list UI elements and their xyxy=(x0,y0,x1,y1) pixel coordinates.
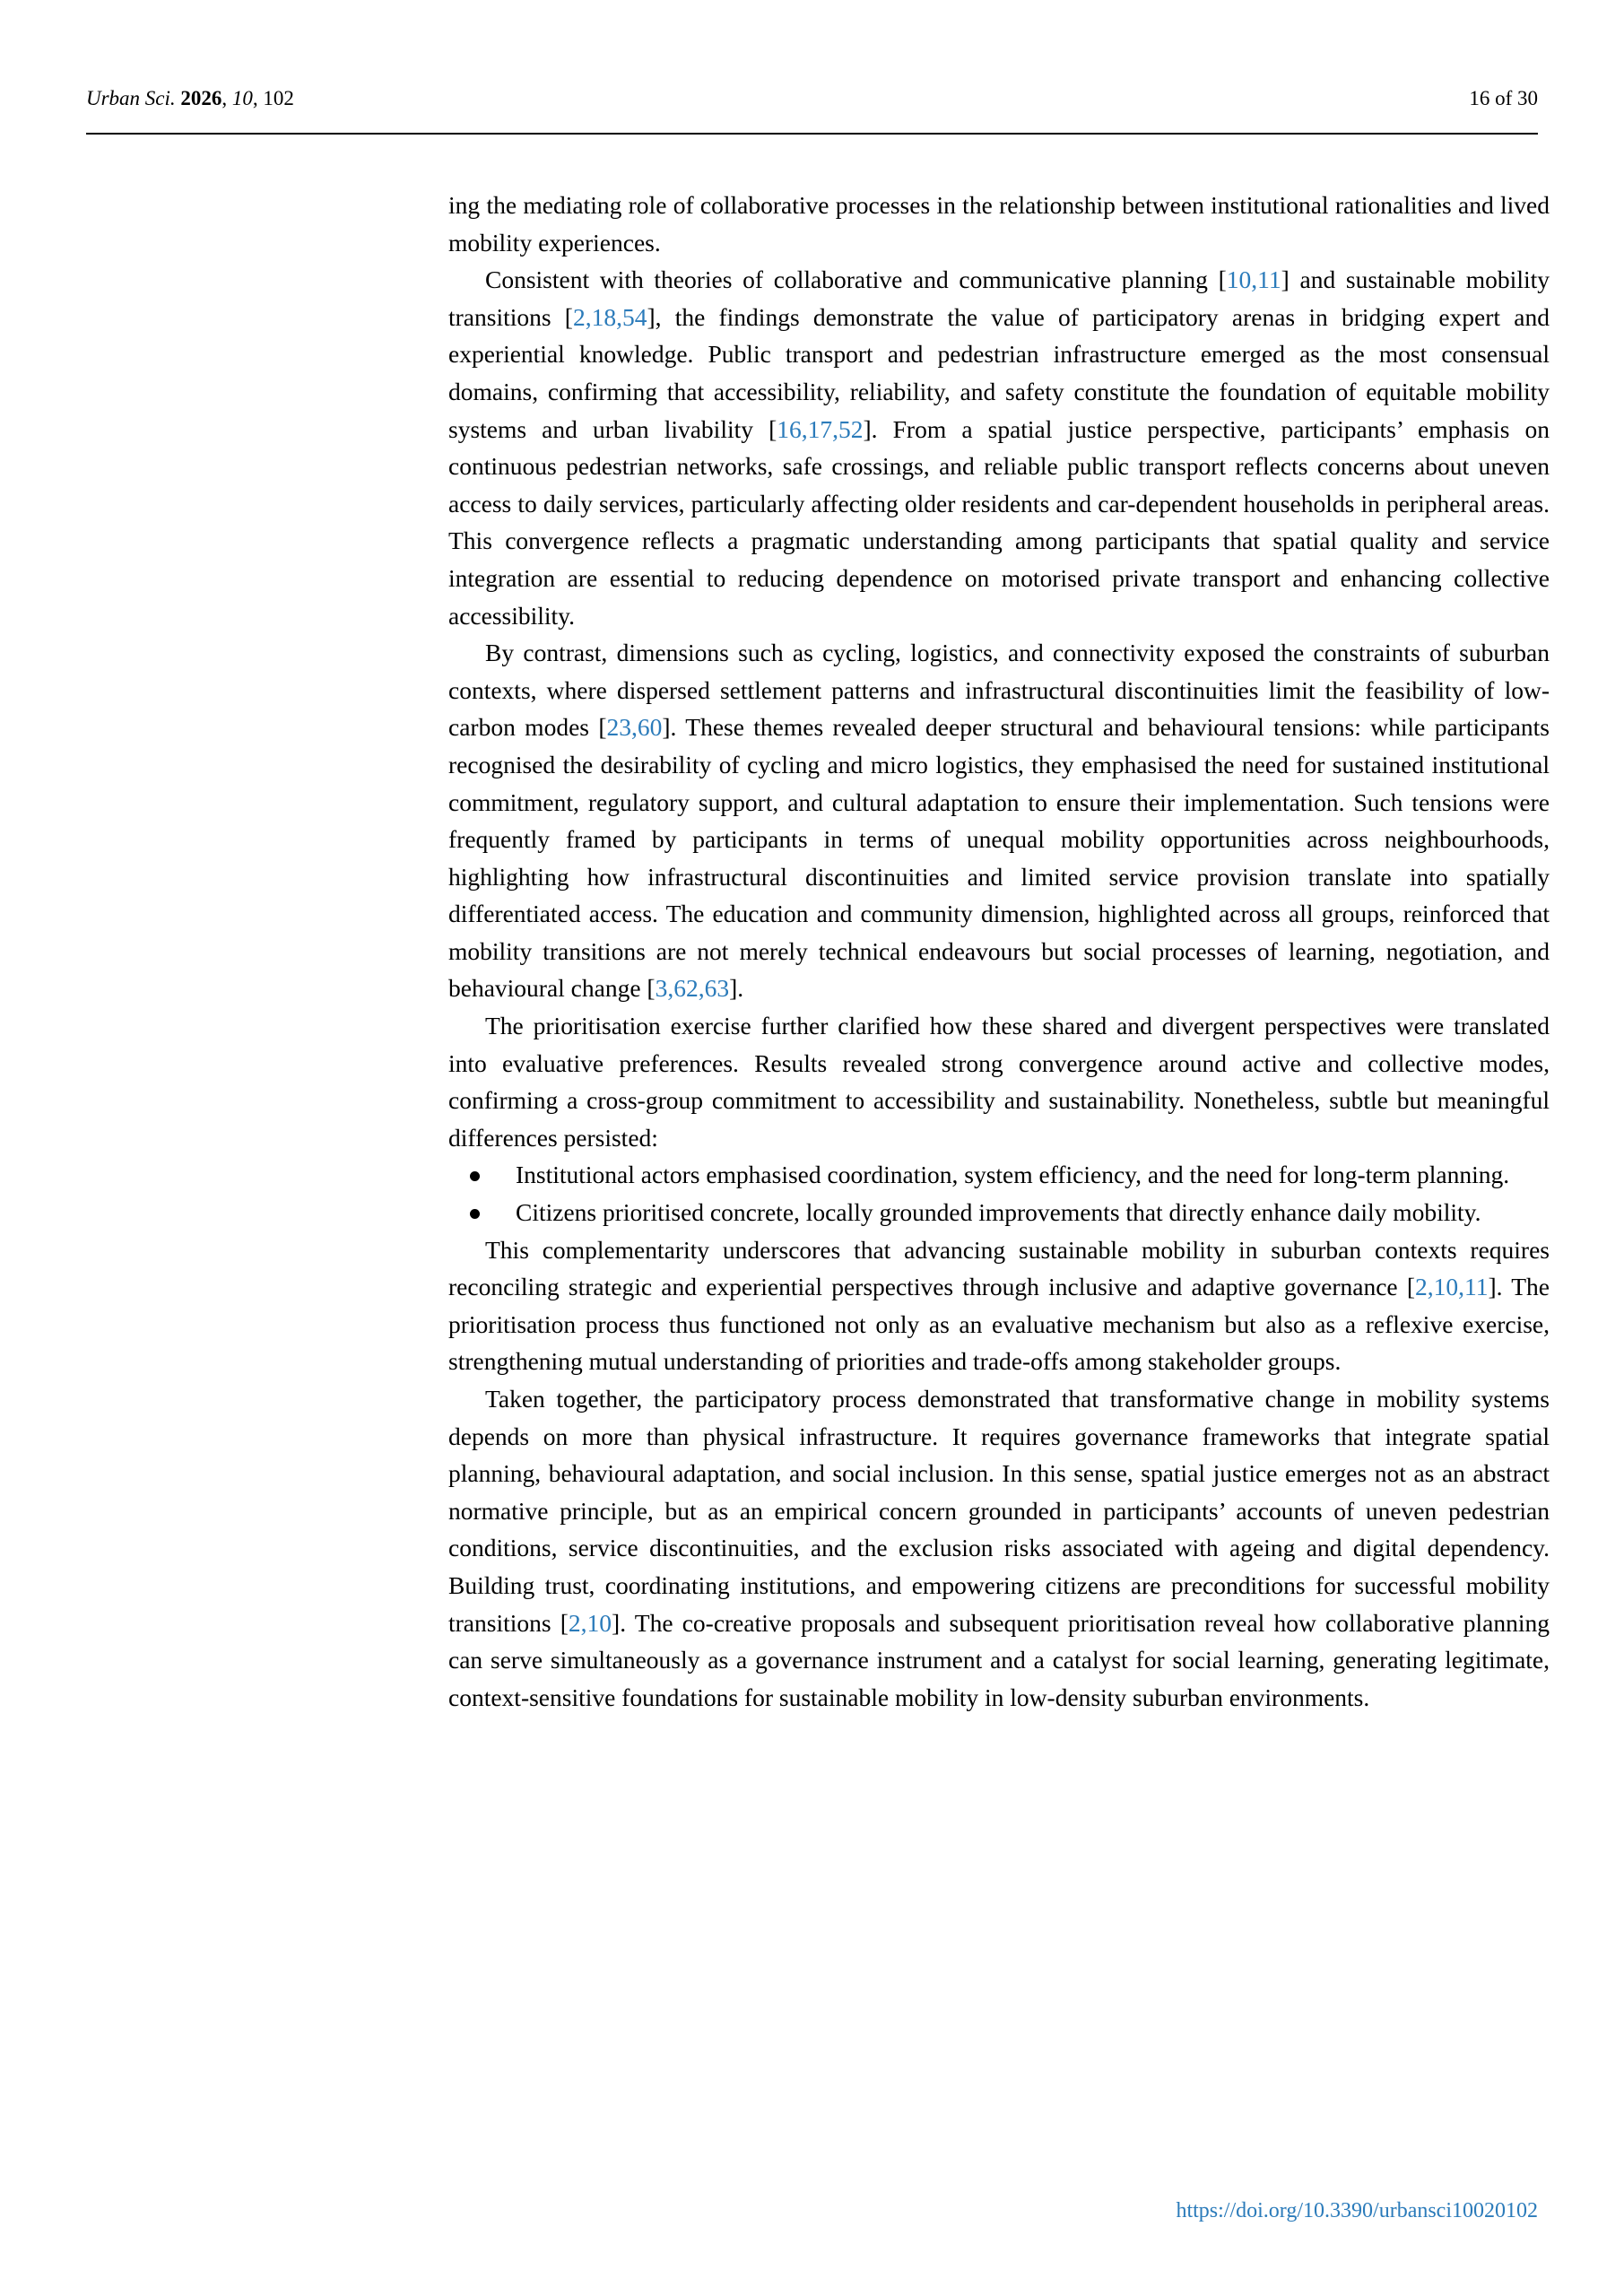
segment-1: This complementarity underscores that advancing sustainable mobility in suburban contexts requires reconciling strategic and experiential perspectives through inclusive and adaptive governance [ xyxy=(448,1235,1550,1301)
paragraph-consistent xyxy=(448,261,1550,634)
citation-link[interactable]: 23,60 xyxy=(606,713,663,742)
citation-link[interactable]: 16,17,52 xyxy=(777,414,864,443)
segment-2: ]. These themes revealed deeper structural and behavioural tensions: while participants recognised the desirability of cycling and micro logistics, they emphasised the need for sustained institutional commitment, regulatory support, and cultural adaptation to ensure their implementation. Such tensions were frequently framed by participants in terms of unequal mobility opportunities across neighbourhoods, highlighting how infrastructural discontinuities and limited service provision translate into spatially differentiated access. The education and community dimension, highlighted across all groups, reinforced that mobility transitions are not merely technical endeavours but social processes of learning, negotiation, and behavioural change [ xyxy=(448,713,1550,1003)
citation-link[interactable]: 2,18,54 xyxy=(572,302,647,331)
journal-name: Urban Sci. xyxy=(86,87,176,109)
paragraph-continued xyxy=(448,187,1550,261)
journal-citation xyxy=(86,86,294,111)
segment-1: Taken together, the participatory process demonstrated that transformative change in mobility systems depends on more than physical infrastructure. It requires governance frameworks that integrate spatial planning, behavioural adaptation, and social inclusion. In this sense, spatial justice emerges not as an abstract normative principle, but as an empirical concern grounded in participants’ accounts of uneven pedestrian conditions, service discontinuities, and the exclusion risks associated with ageing and digital dependency. Building trust, coordinating institutions, and empowering citizens are preconditions for successful mobility transitions [ xyxy=(448,1385,1550,1637)
paragraph-continued-text: ing the mediating role of collaborative processes in the relationship between institutional rationalities and lived mobility experiences. xyxy=(448,191,1550,257)
bullet-icon xyxy=(470,1171,480,1181)
header-divider xyxy=(86,133,1538,135)
list-item-label: Citizens prioritised concrete, locally grounded improvements that directly enhance daily mobility. xyxy=(516,1198,1481,1227)
segment-2: ]. The prioritisation process thus functioned not only as an evaluative mechanism but also as a reflexive exercise, strengthening mutual understanding of priorities and trade-offs among stakeholder groups. xyxy=(448,1273,1550,1376)
paragraph-by-contrast xyxy=(448,634,1550,1007)
citation-link[interactable]: 2,10,11 xyxy=(1415,1273,1489,1301)
page-indicator: 16 of 30 xyxy=(1469,87,1538,109)
paragraph-prioritisation xyxy=(448,1007,1550,1156)
page-footer xyxy=(86,2199,1538,2223)
journal-year: 2026 xyxy=(180,87,222,109)
running-header xyxy=(86,86,1538,133)
segment-3: ], the findings demonstrate the value of participatory arenas in bridging expert and experiential knowledge. Public transport and pedestrian infrastructure emerged as the most consensual domains, confirming that accessibility, reliability, and safety constitute the foundation of equitable mobility systems and urban livability [ xyxy=(448,302,1550,443)
journal-volume: 10 xyxy=(231,87,253,109)
doi-link[interactable]: https://doi.org/10.3390/urbansci10020102 xyxy=(1176,2199,1538,2222)
differences-list xyxy=(448,1156,1550,1231)
segment-3: ]. xyxy=(729,974,744,1003)
paragraph-complementarity xyxy=(448,1231,1550,1380)
segment-1: Consistent with theories of collaborative and communicative planning [ xyxy=(485,265,1227,294)
segment-4: ]. From a spatial justice perspective, participants’ emphasis on continuous pedestrian networks, safe crossings, and reliable public transport reflects concerns about uneven access to daily services, particularly affecting older residents and car-dependent households in peripheral areas. This convergence reflects a pragmatic understanding among participants that spatial quality and service integration are essential to reducing dependence on motorised private transport and enhancing collective accessibility. xyxy=(448,414,1550,630)
segment-1: By contrast, dimensions such as cycling, logistics, and connectivity exposed the constraints of suburban contexts, where dispersed settlement patterns and infrastructural discontinuities limit the feasibility of low-carbon modes [ xyxy=(448,639,1550,742)
segment-2: ] and sustainable mobility transitions [ xyxy=(448,265,1550,331)
article-number: 102 xyxy=(263,87,294,109)
body-column xyxy=(448,187,1550,1716)
list-item-label: Institutional actors emphasised coordination, system efficiency, and the need for long-term planning. xyxy=(516,1161,1510,1189)
citation-link[interactable]: 10,11 xyxy=(1226,265,1281,294)
volume-separator: , xyxy=(252,87,264,109)
bullet-icon xyxy=(470,1209,480,1219)
year-separator: , xyxy=(221,87,232,109)
list-item xyxy=(448,1194,1550,1231)
paragraph-taken-together xyxy=(448,1380,1550,1716)
list-item xyxy=(448,1156,1550,1194)
segment-2: ]. The co-creative proposals and subsequent prioritisation reveal how collaborative planning can serve simultaneously as a governance instrument and a catalyst for social learning, generating legitimate, context-sensitive foundations for sustainable mobility in low-density suburban environments. xyxy=(448,1608,1550,1711)
citation-link[interactable]: 3,62,63 xyxy=(655,974,730,1003)
paragraph-prioritisation-text: The prioritisation exercise further clarified how these shared and divergent perspectives were translated into evaluative preferences. Results revealed strong convergence around active and collective modes, confirming a cross-group commitment to accessibility and sustainability. Nonetheless, subtle but meaningful differences persisted: xyxy=(448,1012,1550,1152)
citation-link[interactable]: 2,10 xyxy=(568,1608,612,1637)
